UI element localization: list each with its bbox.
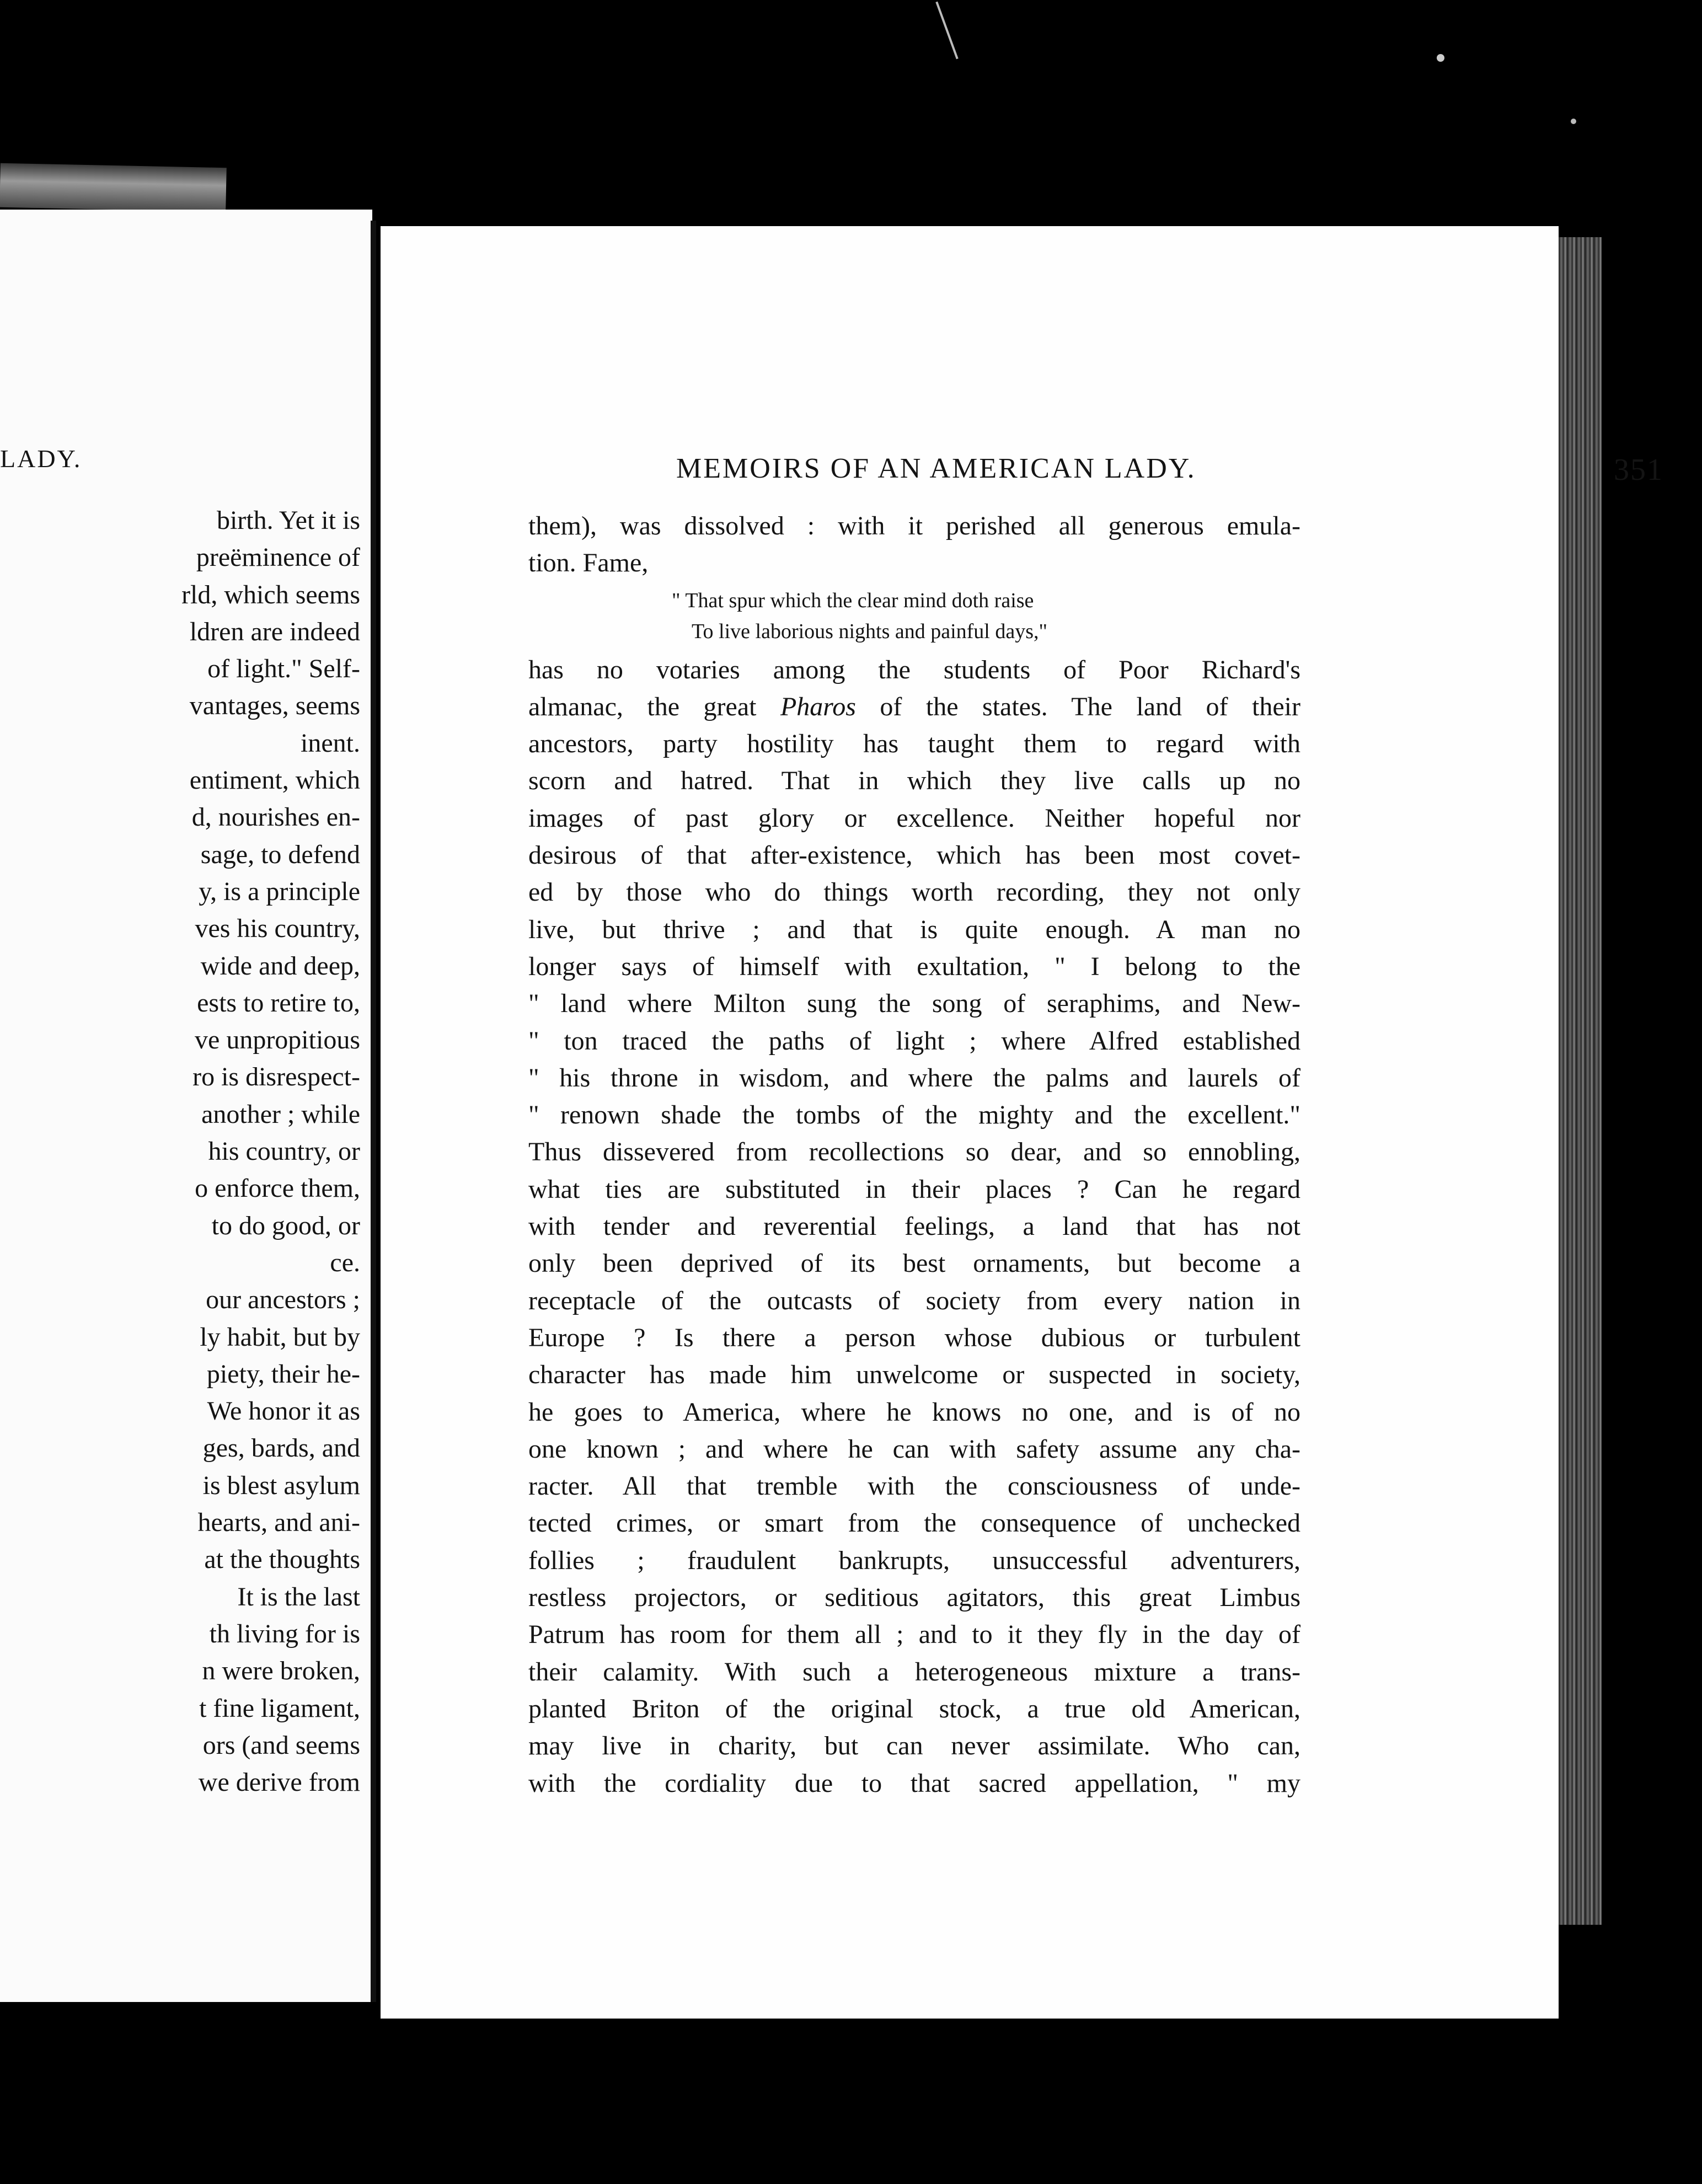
running-head-title: MEMOIRS OF AN AMERICAN LADY. [676,453,1196,484]
scan-artifact [1571,119,1576,124]
text-line: receptacle of the outcasts of society from every nation in [528,1286,1300,1315]
text-line: with the cordiality due to that sacred appellation, " my [528,1768,1300,1798]
left-page-text [7,502,360,1801]
text-line: desirous of that after-existence, which has been most covet- [528,841,1300,870]
text-line: ancestors, party hostility has taught them to regard with [528,729,1300,759]
text-line: wide and deep, [200,951,360,981]
text-line: his country, or [208,1137,360,1166]
text-line: birth. Yet it is [216,506,360,535]
text-line: scorn and hatred. That in which they live calls up no [528,766,1300,796]
text-line: d, nourishes en- [191,802,360,832]
text-line: he goes to America, where he knows no one, and is of no [528,1397,1300,1427]
text-line: them), was dissolved : with it perished all generous emula- [528,511,1300,540]
text-line: is blest asylum [202,1470,360,1500]
text-line: to do good, or [211,1211,360,1240]
text-line: Thus dissevered from recollections so dear, and so ennobling, [528,1137,1300,1167]
text-line: planted Briton of the original stock, a true old American, [528,1694,1300,1723]
text-line: ors (and seems [202,1730,360,1760]
text-line: " ton traced the paths of light ; where Alfred established [528,1026,1300,1056]
scan-artifact [935,2,958,60]
text-line: inent. [301,728,360,758]
text-line: ldren are indeed [189,617,360,646]
text-line: restless projectors, or seditious agitators, this great Limbus [528,1583,1300,1613]
text-line: y, is a principle [199,876,360,906]
text-run: almanac, the great [528,692,780,721]
text-line: entiment, which [189,766,360,795]
text-line: ges, bards, and [202,1433,360,1463]
book-binding-edge [0,163,227,212]
text-line: character has made him unwelcome or suspected in society, [528,1360,1300,1390]
text-line: racter. All that tremble with the consciousness of unde- [528,1471,1300,1501]
text-line: o enforce them, [195,1174,360,1203]
text-line: longer says of himself with exultation, " I belong to the [528,951,1300,981]
text-line: has no votaries among the students of Poor Richard's [528,655,1300,684]
text-line: " land where Milton sung the song of seraphims, and New- [528,989,1300,1019]
text-line: rld, which seems [181,580,360,609]
text-line: one known ; and where he can with safety assume any cha- [528,1434,1300,1464]
text-line: " renown shade the tombs of the mighty and the excellent." [528,1100,1300,1130]
quote-line: To live laborious nights and painful days," [692,619,1048,643]
left-running-head: LADY. [0,445,82,473]
text-line: ly habit, but by [200,1322,360,1352]
text-line: another ; while [201,1099,360,1129]
text-line: Patrum has room for them all ; and to it they fly in the day of [528,1620,1300,1650]
text-run: of the states. The land of their [855,692,1300,721]
text-line: at the thoughts [204,1545,360,1575]
text-line: tion. Fame, [528,548,649,578]
left-page [0,210,372,2002]
text-line: preëminence of [196,543,360,572]
text-line: images of past glory or excellence. Neither hopeful nor [528,803,1300,833]
right-running-head [676,452,1702,485]
text-line: we derive from [198,1768,360,1797]
text-line: vantages, seems [189,691,360,721]
text-line: of light." Self- [207,654,360,684]
text-line: our ancestors ; [206,1285,360,1315]
gutter-shadow [371,221,376,2002]
text-line: live, but thrive ; and that is quite enough. A man no [528,914,1300,944]
text-line: Europe ? Is there a person whose dubious or turbulent [528,1323,1300,1352]
text-line: may live in charity, but can never assimilate. Who can, [528,1731,1300,1761]
text-line: sage, to defend [200,839,360,869]
text-line: It is the last [237,1582,360,1612]
text-line: tected crimes, or smart from the consequence of unchecked [528,1508,1300,1538]
text-line: follies ; fraudulent bankrupts, unsuccessful adventurers, [528,1545,1300,1575]
right-page-text [528,507,1300,1802]
text-line: piety, their he- [206,1359,360,1389]
text-line: ce. [330,1248,360,1277]
text-line: ed by those who do things worth recording, they not only [528,877,1300,907]
text-line: their calamity. With such a heterogeneous mixture a trans- [528,1657,1300,1687]
text-line: with tender and reverential feelings, a land that has not [528,1212,1300,1241]
text-line: ests to retire to, [197,988,360,1018]
text-line: t fine ligament, [199,1693,360,1723]
page-number: 351 [1614,453,1663,487]
text-line: th living for is [209,1619,360,1648]
text-line: ro is disrespect- [192,1062,360,1092]
text-line: " his throne in wisdom, and where the palms and laurels of [528,1063,1300,1093]
scan-artifact [1437,54,1444,62]
text-line: n were broken, [202,1656,360,1686]
text-line: what ties are substituted in their places ? Can he regard [528,1174,1300,1204]
text-line [528,688,1300,725]
text-line: only been deprived of its best ornaments, but become a [528,1249,1300,1278]
quote-line: " That spur which the clear mind doth raise [672,588,1034,612]
italic-run: Pharos [780,692,856,721]
text-line: ves his country, [195,914,360,944]
text-line: We honor it as [207,1396,360,1426]
text-line: ve unpropitious [195,1025,360,1055]
text-line: hearts, and ani- [197,1508,360,1538]
verse-quote [528,585,1300,647]
page-edges [1559,237,1602,1925]
